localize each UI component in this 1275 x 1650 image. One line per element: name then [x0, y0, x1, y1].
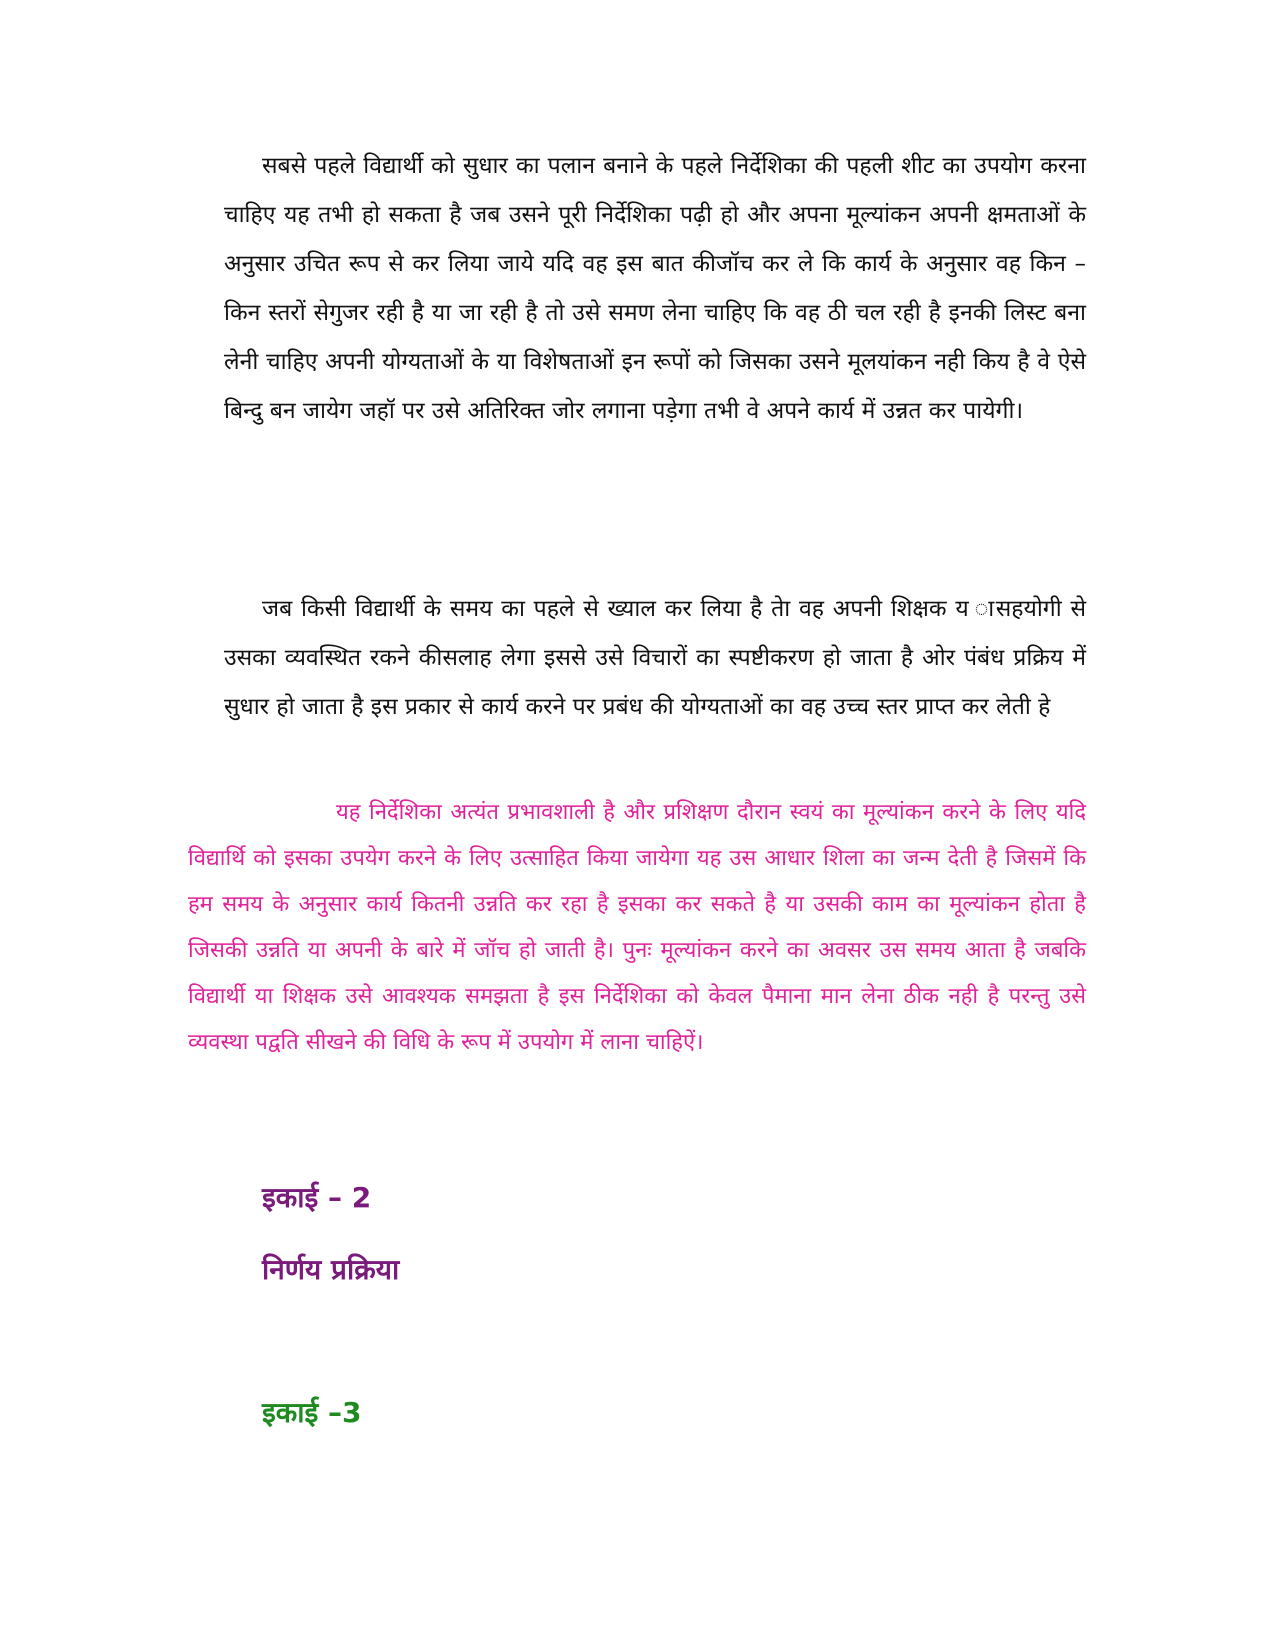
unit-3-heading: इकाई –3: [262, 1396, 362, 1429]
paragraph-guide-effectiveness: यह निर्देशिका अत्यंत प्रभावशाली है और प्रशिक्षण दौरान स्वयं का मूल्यांकन करने के लिए यदि विद्यार्थि को इसका उपयेग करने के लिए उत्साहित किया जायेगा यह उस आधार शिला का जन्म देती है जिसमें कि हम समय के अनुसार कार्य कितनी उन्नति कर रहा है इसका कर सकते है या उसकी काम का मूल्यांकन होता है जिसकी उन्नति या अपनी के बारे में जॉच हो जाती है। पुनः मूल्यांकन करने का अवसर उस समय आता है जबकि विद्यार्थी या शिक्षक उसे आवश्यक समझता है इस निर्देशिका को केवल पैमाना मान लेना ठीक नही है परन्तु उसे व्यवस्था पद्वति सीखने की विधि के रूप में उपयोग में लाना चाहिऐं।: [188, 800, 1086, 1055]
paragraph-improvement-plan: सबसे पहले विद्यार्थी को सुधार का पलान बनाने के पहले निर्देशिका की पहली शीट का उपयोग करना चाहिए यह तभी हो सकता है जब उसने पूरी निर्देशिका पढ़ी हो और अपना मूल्यांकन अपनी क्षमताओं के अनुसार उचित रूप से कर लिया जाये यदि वह इस बात कीजॉच कर ले कि कार्य के अनुसार वह किन –किन स्तरों सेगुजर रही है या जा रही है तो उसे समण लेना चाहिए कि वह ठी चल रही है इनकी लिस्ट बना लेनी चाहिए अपनी योग्यताओं के या विशेषताओं इन रूपों को जिसका उसने मूलयांकन नही किय है वे ऐसे बिन्दु बन जायेग जहॉ पर उसे अतिरिक्त जोर लगाना पड़ेगा तभी वे अपने कार्य में उन्नत कर पायेगी।: [224, 153, 1086, 424]
paragraph-teacher-advice: जब किसी विद्यार्थी के समय का पहले से ख्याल कर लिया है तेा वह अपनी शिक्षक य ासहयोगी से उसका व्यवस्थित रकने कीसलाह लेगा इससे उसे विचारों का स्पष्टीकरण हो जाता है ओर पंबंध प्रक्रिय में सुधार हो जाता है इस प्रकार से कार्य करने पर प्रबंध की योग्यताओं का वह उच्च स्तर प्राप्त कर लेती हे: [224, 596, 1086, 720]
unit-2-heading: इकाई – 2: [262, 1181, 372, 1214]
unit-2-topic-heading: निर्णय प्रक्रिया: [262, 1253, 400, 1286]
